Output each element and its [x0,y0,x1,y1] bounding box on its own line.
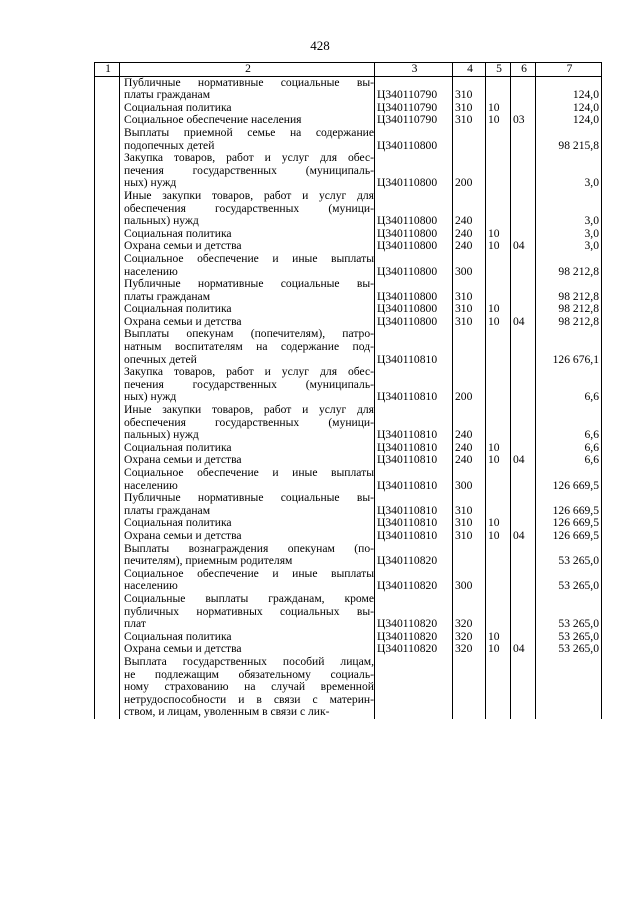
row-index-cell [95,568,120,593]
row-amount: 124,0 [536,76,602,102]
row-expense-type: 310 [453,492,486,517]
row-expense-type: 240 [453,404,486,442]
row-expense-type: 240 [453,228,486,241]
row-amount: 6,6 [536,442,602,455]
table-row [95,656,602,719]
row-expense-type: 240 [453,240,486,253]
table-row [95,543,602,568]
row-subsection [511,190,536,228]
row-description [120,76,375,102]
row-subsection [511,76,536,102]
description-line: Публичные нормативные социальные вы- [124,491,374,505]
row-description [120,467,375,492]
description-line: Социальная политика [124,100,232,114]
row-code: Ц340110810 [375,366,453,404]
row-expense-type: 310 [453,102,486,115]
row-amount: 53 265,0 [536,631,602,644]
row-expense-type [453,656,486,719]
description-line: натным воспитателям на содержание под- [124,340,374,354]
description-line: нетрудоспособности и в связи с материн- [124,692,374,706]
row-section [486,328,511,366]
row-amount: 98 212,8 [536,316,602,329]
table-row [95,492,602,517]
description-line: Социальное обеспечение населения [124,113,302,127]
table-row [95,303,602,316]
description-line: Охрана семьи и детства [124,239,242,253]
description-line: платы гражданам [124,289,211,303]
description-line: печения государственных (муниципаль- [124,163,374,177]
row-code: Ц340110790 [375,76,453,102]
row-amount: 6,6 [536,454,602,467]
row-amount: 53 265,0 [536,643,602,656]
description-line: ному страхованию на случай временной [124,680,374,694]
description-line: ных) нужд [124,176,177,190]
row-code: Ц340110820 [375,631,453,644]
table-row [95,152,602,190]
row-description [120,656,375,719]
table-row [95,190,602,228]
row-description [120,492,375,517]
description-line: публичных нормативных социальных вы- [124,604,374,618]
row-code: Ц340110800 [375,316,453,329]
page-number: 428 [310,38,330,53]
row-code: Ц340110810 [375,328,453,366]
row-subsection [511,328,536,366]
row-index-cell [95,543,120,568]
description-line: Выплаты приемной семье на содержание [124,125,374,139]
row-amount: 126 676,1 [536,328,602,366]
row-amount: 6,6 [536,366,602,404]
row-description [120,152,375,190]
row-code: Ц340110790 [375,102,453,115]
budget-table [94,62,602,719]
row-description [120,530,375,543]
row-index-cell [95,631,120,644]
description-line: печителям), приемным родителям [124,554,293,568]
description-line: населению [124,579,178,593]
description-line: Охрана семьи и детства [124,453,242,467]
row-expense-type: 310 [453,76,486,102]
row-code: Ц340110800 [375,303,453,316]
row-index-cell [95,190,120,228]
row-subsection [511,404,536,442]
description-line: Охрана семьи и детства [124,642,242,656]
row-expense-type: 240 [453,190,486,228]
row-index-cell [95,517,120,530]
description-line: платы гражданам [124,503,211,517]
table-row [95,328,602,366]
row-code [375,656,453,719]
row-code: Ц340110810 [375,442,453,455]
description-line: Охрана семьи и детства [124,528,242,542]
row-code: Ц340110800 [375,278,453,303]
row-index-cell [95,454,120,467]
table-row [95,278,602,303]
row-index-cell [95,656,120,719]
row-code: Ц340110810 [375,530,453,543]
table-header-row [95,63,602,77]
description-line: Выплаты опекунам (попечителям), патро- [124,327,374,341]
row-section [486,366,511,404]
description-line: Социальная политика [124,302,232,316]
row-expense-type: 310 [453,303,486,316]
row-expense-type: 300 [453,253,486,278]
row-subsection [511,568,536,593]
table-row [95,404,602,442]
description-line: Социальная политика [124,629,232,643]
row-description [120,253,375,278]
row-section [486,127,511,152]
row-expense-type [453,328,486,366]
row-amount: 3,0 [536,190,602,228]
row-amount: 98 212,8 [536,278,602,303]
row-subsection [511,278,536,303]
header-cell-1: 1 [95,63,120,77]
description-line: Иные закупки товаров, работ и услуг для [124,188,374,202]
row-index-cell [95,240,120,253]
row-amount [536,656,602,719]
description-line: Социальная политика [124,226,232,240]
row-amount: 98 212,8 [536,253,602,278]
row-subsection [511,656,536,719]
description-line: подопечных детей [124,138,215,152]
row-description [120,568,375,593]
row-section [486,278,511,303]
row-code: Ц340110800 [375,253,453,278]
row-code: Ц340110800 [375,228,453,241]
row-amount: 53 265,0 [536,543,602,568]
row-section: 10 [486,442,511,455]
row-amount: 126 669,5 [536,492,602,517]
row-amount: 126 669,5 [536,467,602,492]
row-subsection: 03 [511,114,536,127]
row-section: 10 [486,102,511,115]
description-line: Социальное обеспечение и иные выплаты [124,466,374,479]
description-line: обеспечения государственных (муници- [124,415,374,429]
row-amount: 3,0 [536,240,602,253]
row-expense-type [453,127,486,152]
description-line: Социальное обеспечение и иные выплаты [124,566,374,580]
row-description [120,366,375,404]
row-index-cell [95,278,120,303]
row-description [120,328,375,366]
row-code: Ц340110820 [375,568,453,593]
description-line: Выплата государственных пособий лицам, [124,654,374,668]
row-subsection [511,303,536,316]
row-expense-type: 310 [453,517,486,530]
row-code: Ц340110800 [375,127,453,152]
row-section [486,656,511,719]
row-subsection: 04 [511,240,536,253]
description-line: Публичные нормативные социальные вы- [124,277,374,291]
row-expense-type: 200 [453,366,486,404]
row-amount: 124,0 [536,102,602,115]
row-section: 10 [486,643,511,656]
description-line: пальных) нужд [124,428,199,442]
row-code: Ц340110800 [375,152,453,190]
description-line: ством, и лицам, уволенным в связи с лик- [124,705,330,719]
row-expense-type: 310 [453,316,486,329]
row-index-cell [95,152,120,190]
description-line: обеспечения государственных (муници- [124,201,374,215]
description-line: печения государственных (муниципаль- [124,377,374,391]
description-line: опечных детей [124,352,197,366]
row-amount: 53 265,0 [536,568,602,593]
row-section [486,543,511,568]
row-subsection [511,127,536,152]
row-section [486,492,511,517]
row-section [486,467,511,492]
row-section: 10 [486,114,511,127]
row-code: Ц340110810 [375,404,453,442]
row-subsection [511,152,536,190]
row-description [120,278,375,303]
row-section [486,253,511,278]
row-section [486,76,511,102]
row-index-cell [95,328,120,366]
description-line: не подлежащим обязательному социаль- [124,667,374,681]
description-line: Охрана семьи и детства [124,314,242,328]
row-section: 10 [486,228,511,241]
row-section [486,568,511,593]
row-expense-type: 320 [453,593,486,631]
row-subsection [511,467,536,492]
row-subsection [511,543,536,568]
row-subsection: 04 [511,643,536,656]
row-index-cell [95,442,120,455]
row-expense-type: 200 [453,152,486,190]
row-section: 10 [486,316,511,329]
row-index-cell [95,643,120,656]
row-description [120,303,375,316]
row-subsection: 04 [511,454,536,467]
row-index-cell [95,492,120,517]
row-expense-type [453,543,486,568]
row-code: Ц340110810 [375,454,453,467]
row-index-cell [95,366,120,404]
row-section: 10 [486,454,511,467]
row-index-cell [95,228,120,241]
row-code: Ц340110800 [375,240,453,253]
row-amount: 98 212,8 [536,303,602,316]
row-section: 10 [486,631,511,644]
row-code: Ц340110820 [375,543,453,568]
row-section: 10 [486,530,511,543]
row-expense-type: 310 [453,114,486,127]
row-expense-type: 320 [453,631,486,644]
row-subsection [511,366,536,404]
row-subsection [511,253,536,278]
row-amount: 53 265,0 [536,593,602,631]
row-expense-type: 240 [453,442,486,455]
row-description [120,593,375,631]
table-row [95,593,602,631]
row-index-cell [95,102,120,115]
table-row [95,530,602,543]
row-code: Ц340110820 [375,593,453,631]
row-section [486,190,511,228]
row-index-cell [95,253,120,278]
row-section [486,152,511,190]
header-cell-7: 7 [536,63,602,77]
description-line: Закупка товаров, работ и услуг для обес- [124,151,374,165]
row-amount: 98 215,8 [536,127,602,152]
row-description [120,190,375,228]
table-row [95,467,602,492]
description-line: Социальная политика [124,440,232,454]
row-subsection [511,593,536,631]
row-expense-type: 300 [453,568,486,593]
row-expense-type: 300 [453,467,486,492]
header-cell-5: 5 [486,63,511,77]
header-cell-2: 2 [120,63,375,77]
row-section [486,404,511,442]
header-cell-4: 4 [453,63,486,77]
row-code: Ц340110800 [375,190,453,228]
row-section: 10 [486,303,511,316]
table-row [95,76,602,102]
description-line: Социальное обеспечение и иные выплаты [124,251,374,265]
row-amount: 3,0 [536,152,602,190]
row-index-cell [95,114,120,127]
row-description [120,404,375,442]
row-expense-type: 240 [453,454,486,467]
row-expense-type: 320 [453,643,486,656]
row-index-cell [95,467,120,492]
row-section: 10 [486,240,511,253]
row-expense-type: 310 [453,278,486,303]
row-amount: 124,0 [536,114,602,127]
row-index-cell [95,593,120,631]
row-index-cell [95,316,120,329]
row-code: Ц340110810 [375,467,453,492]
row-index-cell [95,303,120,316]
row-amount: 6,6 [536,404,602,442]
row-code: Ц340110790 [375,114,453,127]
description-line: Социальные выплаты гражданам, кроме [124,591,374,605]
description-line: населению [124,264,178,278]
row-subsection: 04 [511,530,536,543]
description-line: Публичные нормативные социальные вы- [124,75,374,89]
description-line: Иные закупки товаров, работ и услуг для [124,403,374,417]
row-amount: 126 669,5 [536,530,602,543]
row-description [120,543,375,568]
table-row [95,568,602,593]
row-code: Ц340110820 [375,643,453,656]
row-section [486,593,511,631]
row-subsection: 04 [511,316,536,329]
row-code: Ц340110810 [375,492,453,517]
header-cell-6: 6 [511,63,536,77]
header-cell-3: 3 [375,63,453,77]
row-description [120,127,375,152]
description-line: Закупка товаров, работ и услуг для обес- [124,365,374,379]
row-amount: 126 669,5 [536,517,602,530]
table-row [95,366,602,404]
description-line: Выплаты вознаграждения опекунам (по- [124,541,374,555]
row-subsection [511,492,536,517]
row-amount: 3,0 [536,228,602,241]
description-line: платы гражданам [124,88,211,102]
description-line: плат [124,617,146,631]
row-index-cell [95,404,120,442]
description-line: Социальная политика [124,516,232,530]
row-index-cell [95,76,120,102]
table-row [95,253,602,278]
description-line: пальных) нужд [124,214,199,228]
table-row [95,127,602,152]
row-expense-type: 310 [453,530,486,543]
row-section: 10 [486,517,511,530]
description-line: населению [124,478,178,492]
row-index-cell [95,530,120,543]
row-index-cell [95,127,120,152]
row-code: Ц340110810 [375,517,453,530]
description-line: ных) нужд [124,390,177,404]
